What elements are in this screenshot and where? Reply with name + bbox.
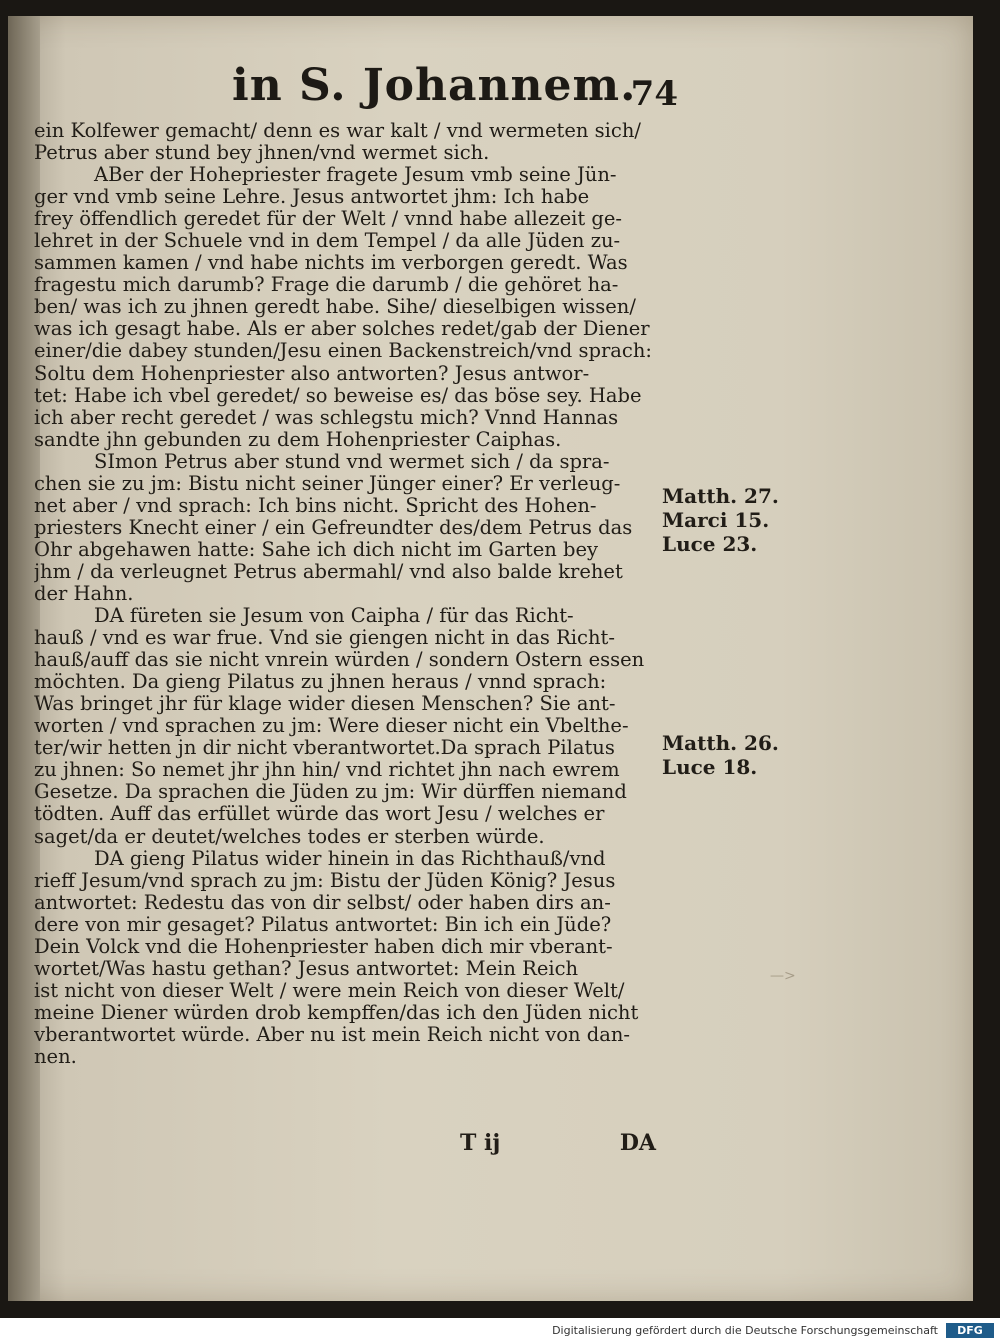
text-line: einer/die dabey stunden/Jesu einen Backenstreich/vnd sprach:: [34, 340, 652, 363]
catchword: DA: [619, 1130, 656, 1156]
text-line: chen sie zu jm: Bistu nicht seiner Jünger einer? Er verleug-: [34, 472, 621, 495]
text-line: Was bringet jhr für klage wider diesen Menschen? Sie ant-: [34, 693, 616, 716]
text-line: net aber / vnd sprach: Ich bins nicht. Spricht des Hohen-: [34, 494, 597, 517]
margin-note-matthew-27: [662, 484, 792, 556]
text-line: zu jhnen: So nemet jhr jhn hin/ vnd richtet jhn nach ewrem: [34, 759, 620, 782]
text-line: jhm / da verleugnet Petrus abermahl/ vnd also balde krehet: [34, 560, 623, 583]
text-line: ter/wir hetten jn dir nicht vberantwortet.Da sprach Pilatus: [34, 737, 615, 760]
scripture-reference: Marci 15.: [662, 508, 770, 532]
text-line: dere von mir gesaget? Pilatus antwortet: Bin ich ein Jüde?: [34, 913, 612, 936]
text-line: hauß / vnd es war frue. Vnd sie giengen nicht in das Richt-: [34, 627, 615, 650]
text-line: was ich gesagt habe. Als er aber solches redet/gab der Diener: [34, 318, 650, 341]
text-line: Gesetze. Da sprachen die Jüden zu jm: Wir dürffen niemand: [34, 781, 627, 804]
text-line: ich aber recht geredet / was schlegstu mich? Vnnd Hannas: [34, 406, 619, 429]
text-line: hauß/auff das sie nicht vnrein würden / sondern Ostern essen: [34, 649, 645, 672]
scripture-reference: Luce 18.: [662, 755, 758, 779]
text-line: sammen kamen / vnd habe nichts im verborgen geredt. Was: [34, 252, 628, 275]
text-line: tödten. Auff das erfüllet würde das wort Jesu / welches er: [34, 803, 605, 826]
bleed-through-mark: —>: [770, 968, 796, 984]
text-line: fragestu mich darumb? Frage die darumb / die gehöret ha-: [34, 274, 619, 297]
text-line: sandte jhn gebunden zu dem Hohenpriester Caiphas.: [34, 428, 562, 451]
text-line: worten / vnd sprachen zu jm: Were dieser nicht ein Vbelthe-: [34, 715, 629, 738]
page-number: 74: [630, 74, 678, 114]
signature-line: [430, 1130, 656, 1156]
text-line: der Hahn.: [34, 582, 134, 605]
text-line: ben/ was ich zu jhnen geredt habe. Sihe/ dieselbigen wissen/: [34, 296, 636, 319]
footer-credit: Digitalisierung gefördert durch die Deutsche Forschungsgemeinschaft: [552, 1324, 938, 1337]
text-line: antwortet: Redestu das von dir selbst/ oder haben dirs an-: [34, 891, 611, 914]
footer-bar: [0, 1318, 1000, 1343]
text-line: vberantwortet würde. Aber nu ist mein Reich nicht von dan-: [34, 1023, 630, 1046]
text-line: saget/da er deutet/welches todes er sterben würde.: [34, 825, 545, 848]
text-line: möchten. Da gieng Pilatus zu jhnen heraus / vnnd sprach:: [34, 671, 607, 694]
scripture-reference: Matth. 26.: [662, 731, 779, 755]
text-line: frey öffendlich geredet für der Welt / vnnd habe allezeit ge-: [34, 208, 622, 231]
text-line: tet: Habe ich vbel geredet/ so beweise es/ das böse sey. Habe: [34, 384, 642, 407]
running-head: in S. Johannem.: [232, 60, 637, 111]
text-line: priesters Knecht einer / ein Gefreundter des/dem Petrus das: [34, 516, 633, 539]
text-line: ist nicht von dieser Welt / were mein Reich von dieser Welt/: [34, 979, 625, 1002]
text-line: DA gieng Pilatus wider hinein in das Richthauß/vnd: [94, 847, 606, 870]
text-line: Soltu dem Hohenpriester also antworten? Jesus antwor-: [34, 362, 590, 385]
text-line: wortet/Was hastu gethan? Jesus antwortet: Mein Reich: [34, 957, 579, 980]
text-line: ein Kolfewer gemacht/ denn es war kalt / vnd wermeten sich/: [34, 120, 641, 142]
text-line: Petrus aber stund bey jhnen/vnd wermet sich.: [34, 142, 490, 165]
text-line: lehret in der Schuele vnd in dem Tempel / da alle Jüden zu-: [34, 230, 621, 253]
margin-note-matthew-26: [662, 731, 792, 779]
text-line: SImon Petrus aber stund vnd wermet sich / da spra-: [94, 450, 610, 473]
scripture-reference: Luce 23.: [662, 532, 758, 556]
body-text: [34, 120, 660, 1068]
text-line: ABer der Hohepriester fragete Jesum vmb seine Jün-: [94, 164, 617, 187]
text-line: Ohr abgehawen hatte: Sahe ich dich nicht im Garten bey: [34, 538, 599, 561]
text-line: nen.: [34, 1045, 77, 1068]
text-line: Dein Volck vnd die Hohenpriester haben dich mir vberant-: [34, 935, 613, 958]
text-line: rieff Jesum/vnd sprach zu jm: Bistu der Jüden König? Jesus: [34, 869, 616, 892]
dfg-logo: DFG: [946, 1323, 994, 1338]
signature-mark: T ij: [460, 1130, 501, 1156]
text-line: DA füreten sie Jesum von Caipha / für das Richt-: [94, 605, 574, 628]
scripture-reference: Matth. 27.: [662, 484, 779, 508]
text-line: meine Diener würden drob kempffen/das ich den Jüden nicht: [34, 1001, 639, 1024]
text-line: ger vnd vmb seine Lehre. Jesus antwortet jhm: Ich habe: [34, 186, 590, 209]
